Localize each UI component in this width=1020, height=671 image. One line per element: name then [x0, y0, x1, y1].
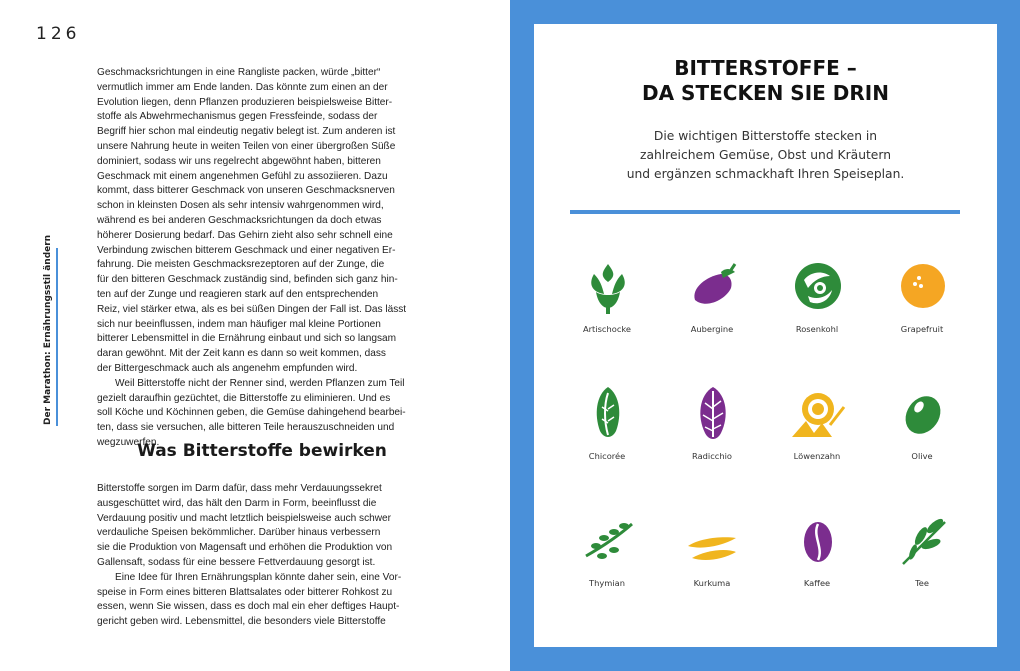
coffee-bean-icon — [792, 512, 844, 570]
text-line: daran gewöhnt. Mit der Zeit kann es dann so weit kommen, dass — [97, 348, 386, 360]
text-line: bitterer Lebensmittel in die Ernährung einbaut und sich so langsam — [97, 333, 397, 345]
text-line: Gallensaft, sodass für eine bessere Fettverdauung gesorgt ist. — [97, 556, 376, 568]
food-item-olive — [870, 385, 974, 495]
text-line: kommt, dass bitterer Geschmack von unseren Geschmacksnerven — [97, 185, 395, 197]
food-item-grapefruit — [870, 258, 974, 368]
text-line: für den bitteren Geschmack zuständig sind, befinden sich ganz hin- — [97, 274, 398, 286]
text-line: Reiz, viel stärker etwa, als es bei süßen Dingen der Fall ist. Das lässt — [97, 303, 407, 315]
text-line: der Bittergeschmack auch als angenehm empfunden wird. — [97, 362, 358, 374]
info-panel — [534, 24, 997, 647]
panel-intro-line: Die wichtigen Bitterstoffe stecken in — [653, 129, 878, 143]
food-item-rosenkohl — [765, 258, 869, 368]
food-item-thymian — [555, 512, 659, 622]
text-line: ten auf der Zunge und reagieren stark auf den entsprechenden — [97, 288, 379, 300]
food-label: Aubergine — [690, 324, 734, 334]
food-item-aubergine — [660, 258, 764, 368]
panel-divider — [570, 210, 960, 214]
tea-leaves-icon — [897, 512, 949, 570]
chicory-icon — [582, 385, 634, 443]
eggplant-icon — [687, 258, 739, 316]
food-item-kurkuma — [660, 512, 764, 622]
food-label: Kaffee — [803, 578, 831, 588]
food-label: Grapefruit — [900, 324, 944, 334]
panel-title-line: DA STECKEN SIE DRIN — [642, 81, 889, 105]
brussels-sprout-icon — [792, 258, 844, 316]
text-line: Eine Idee für Ihren Ernährungsplan könnte daher sein, eine Vor- — [115, 571, 402, 583]
food-item-kaffee — [765, 512, 869, 622]
text-line: Evolution liegen, denn Pflanzen produzieren beispielsweise Bitter- — [97, 96, 393, 108]
text-line: dominiert, sodass wir uns regelrecht abgewöhnt haben, bitteren — [97, 155, 381, 167]
text-line: stoffe als Abwehrmechanismus gegen Fressfeinde, sodass der — [97, 111, 378, 123]
text-line: gericht geben wird. Lebensmittel, die besonders viele Bitterstoffe — [97, 616, 386, 628]
food-item-chicoree — [555, 385, 659, 495]
panel-title — [534, 56, 997, 106]
side-chapter-label: Der Marathon: Ernährungsstil ändern — [43, 234, 53, 425]
text-line: sich nur beeinflussen, indem man häufiger mal kleine Portionen — [97, 318, 381, 330]
text-line: vermutlich immer am Ende landen. Das könnte zum einen an der — [97, 81, 388, 93]
turmeric-icon — [672, 512, 752, 570]
food-item-artischocke — [555, 258, 659, 368]
text-line: ten, dass sie versuchen, alle bitteren Teile herauszuschneiden und — [97, 422, 395, 434]
text-line: Geschmack mit einem angenehmen Gefühl zu assoziieren. Dazu — [97, 170, 388, 182]
food-label: Olive — [911, 451, 933, 461]
food-label: Radicchio — [691, 451, 732, 461]
text-line: während es bei anderen Geschmacksrichtungen da doch etwas — [97, 214, 382, 226]
thyme-icon — [573, 512, 643, 570]
section-heading: Was Bitterstoffe bewirken — [137, 441, 387, 461]
body-text-top — [97, 66, 427, 451]
text-line: Geschmacksrichtungen in eine Rangliste packen, würde „bitter“ — [97, 67, 381, 78]
grapefruit-icon — [897, 258, 949, 316]
text-line: unsere Nahrung heute in weiten Teilen von einer übergroßen Süße — [97, 140, 396, 152]
page-number: 126 — [36, 24, 81, 44]
artichoke-icon — [582, 258, 634, 316]
text-line: Begriff hier schon mal eindeutig negativ belegt ist. Zum anderen ist — [97, 126, 396, 138]
text-line: verdauliche Speisen bekömmlicher. Darüber hinaus verbessern — [97, 527, 381, 539]
text-line: Weil Bitterstoffe nicht der Renner sind, werden Pflanzen zum Teil — [115, 377, 405, 389]
body-text-bottom — [97, 482, 427, 630]
panel-title-line: BITTERSTOFFE – — [674, 56, 857, 80]
panel-intro-line: und ergänzen schmackhaft Ihren Speiseplan. — [626, 167, 905, 181]
food-label: Löwenzahn — [793, 451, 841, 461]
panel-intro-line: zahlreichem Gemüse, Obst und Kräutern — [639, 148, 892, 162]
text-line: essen, wenn Sie wissen, dass es doch mal ein eher deftiges Haupt- — [97, 601, 400, 613]
food-item-loewenzahn — [765, 385, 869, 495]
food-label: Kurkuma — [693, 578, 731, 588]
right-page — [510, 0, 1020, 671]
text-line: wegzuwerfen. — [97, 436, 160, 448]
text-line: schon in kleinsten Dosen als sehr intensiv wahrgenommen wird, — [97, 200, 384, 212]
text-line: Bitterstoffe sorgen im Darm dafür, dass mehr Verdauungssekret — [97, 483, 382, 494]
text-line: fahrung. Die meisten Geschmacksrezeptoren auf der Zunge, die — [97, 259, 385, 271]
dandelion-icon — [777, 385, 859, 443]
text-line: sie die Produktion von Magensaft und erhöhen die Produktion von — [97, 542, 393, 554]
radicchio-icon — [687, 385, 739, 443]
food-label: Tee — [915, 578, 929, 588]
food-label: Thymian — [589, 578, 625, 588]
panel-intro — [534, 127, 997, 184]
text-line: höherer Dosierung bedarf. Das Gehirn zieht also sehr schnell eine — [97, 229, 393, 241]
text-line: speise in Form eines bitteren Blattsalates oder bitterer Rohkost zu — [97, 586, 393, 598]
text-line: Verdauung positiv und macht letztlich beispielsweise auch schwer — [97, 512, 391, 524]
food-label: Chicorée — [588, 451, 626, 461]
food-item-tee — [870, 512, 974, 622]
food-label: Artischocke — [582, 324, 632, 334]
olive-icon — [897, 385, 949, 443]
food-label: Rosenkohl — [795, 324, 839, 334]
food-item-radicchio — [660, 385, 764, 495]
text-line: gezielt daraufhin gezüchtet, die Bitterstoffe zu eliminieren. Und es — [97, 392, 391, 404]
text-line: Verbindung zwischen bitterem Geschmack und einer negativen Er- — [97, 244, 396, 256]
text-line: soll Köche und Köchinnen geben, die Gemüse dahingehend bearbei- — [97, 407, 406, 419]
text-line: ausgeschüttet wird, das hält den Darm in Form, beeinflusst die — [97, 497, 377, 509]
side-rule — [56, 248, 58, 426]
